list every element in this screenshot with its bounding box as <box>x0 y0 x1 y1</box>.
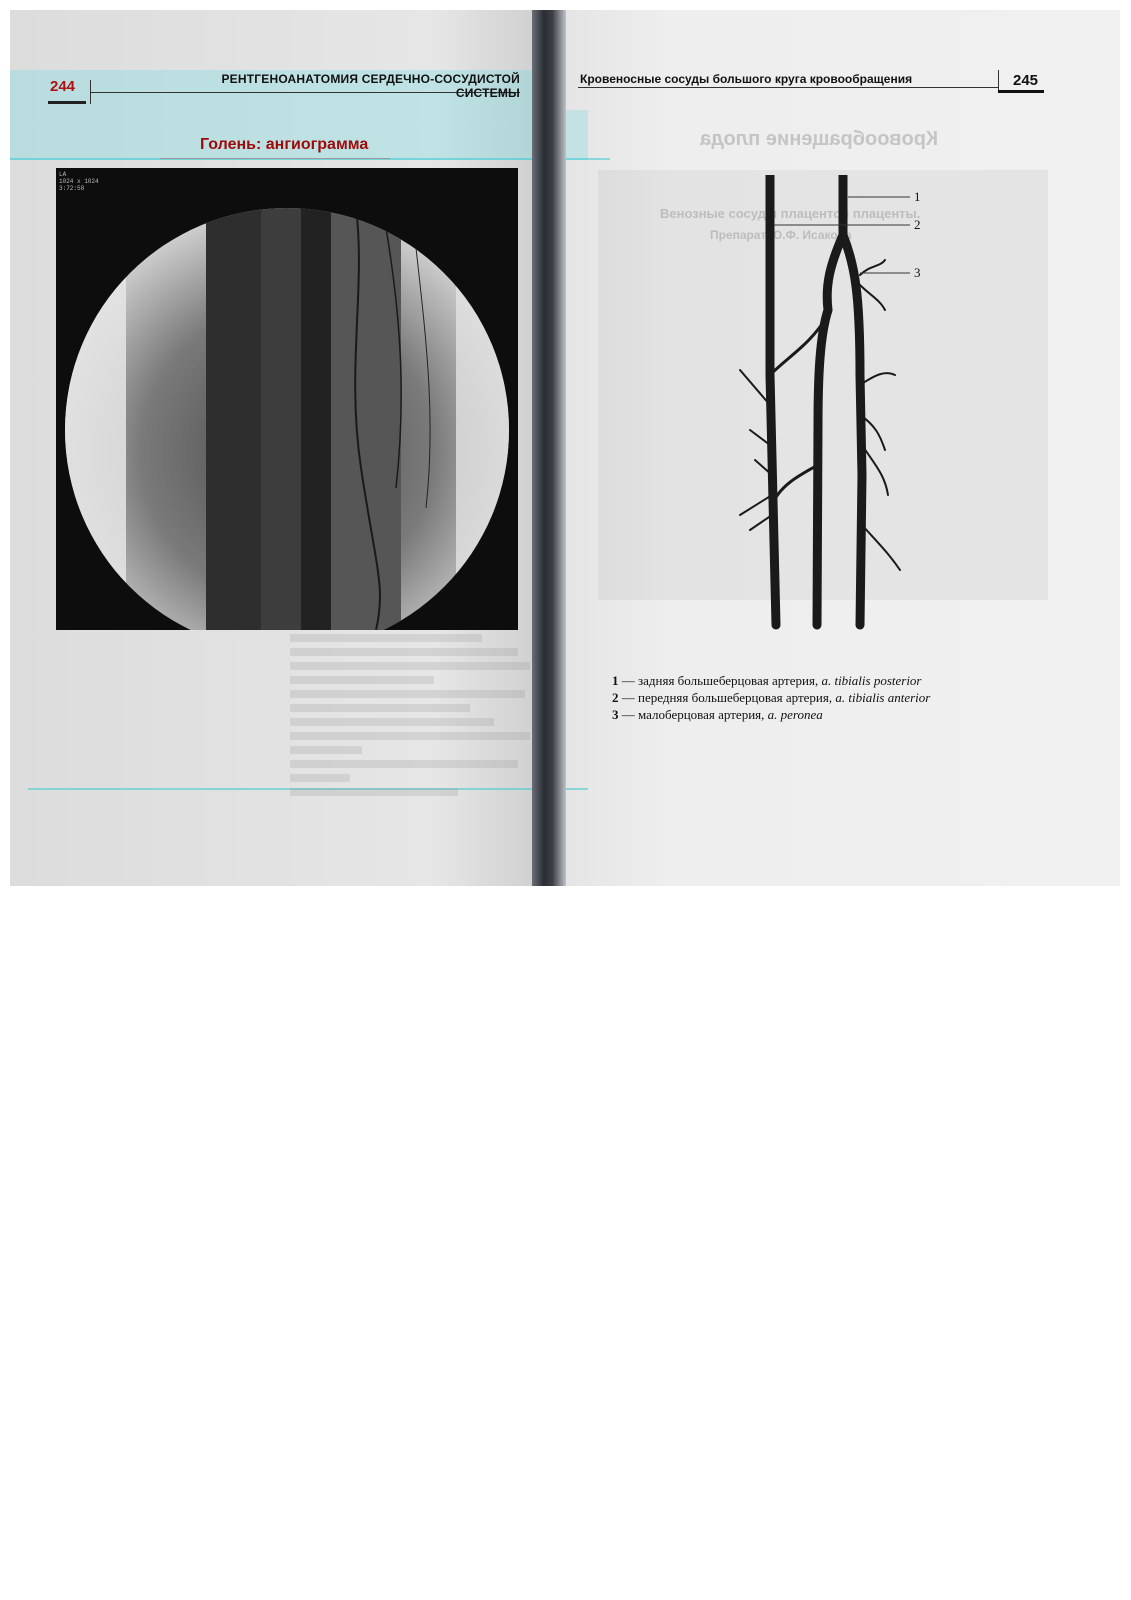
legend-number: 2 <box>612 690 619 705</box>
running-head-left: РЕНТГЕНОАНАТОМИЯ СЕРДЕЧНО-СОСУДИСТОЙ СИСТЕМЫ <box>221 72 520 100</box>
legend-item <box>612 689 930 706</box>
header-divider <box>998 70 999 92</box>
diagram-label-2: 2 <box>914 217 921 232</box>
running-head-right: Кровеносные сосуды большого круга кровообращения <box>580 72 913 86</box>
legend-number: 1 <box>612 673 619 688</box>
book-scan <box>10 10 1120 886</box>
legend-latin: a. peronea <box>767 707 823 722</box>
diagram-legend <box>612 672 930 723</box>
legend-latin: a. tibialis posterior <box>821 673 922 688</box>
page-number-right: 245 <box>1013 72 1039 89</box>
bleed-through-title: Кровообращение плода <box>700 128 939 150</box>
legend-number: 3 <box>612 707 619 722</box>
page-number-underline <box>48 101 86 104</box>
diagram-label-1: 1 <box>914 189 921 204</box>
angiogram-image <box>56 168 518 630</box>
bleed-through-subtitle: Венозные сосуды плацентой плаценты. <box>660 206 921 221</box>
angiogram-info-line: LA <box>59 171 67 178</box>
legend-russian: — передняя большеберцовая артерия, <box>618 690 836 705</box>
legend-item <box>612 706 930 723</box>
angiogram-info <box>59 171 99 192</box>
title-rule <box>160 158 390 159</box>
artery-diagram-graphic <box>710 175 940 630</box>
angiogram-info-line: 1024 x 1024 <box>59 178 99 185</box>
page-number-underline <box>998 90 1044 93</box>
header-rule <box>578 87 998 88</box>
legend-latin: a. tibialis anterior <box>835 690 931 705</box>
page-number-left: 244 <box>50 78 76 95</box>
section-title: Голень: ангиограмма <box>200 136 369 153</box>
artery-diagram <box>710 175 940 630</box>
legend-russian: — малоберцовая артерия, <box>618 707 768 722</box>
legend-russian: — задняя большеберцовая артерия, <box>618 673 822 688</box>
legend-item <box>612 672 930 689</box>
bleed-through-subtitle: Препарат Ю.Ф. Исакова <box>710 228 852 242</box>
angiogram-info-line: 3:72:58 <box>59 185 85 192</box>
book-spine <box>532 10 566 886</box>
angiogram-graphic <box>56 168 518 630</box>
bleed-through-text <box>290 628 530 802</box>
diagram-label-3: 3 <box>914 265 921 280</box>
